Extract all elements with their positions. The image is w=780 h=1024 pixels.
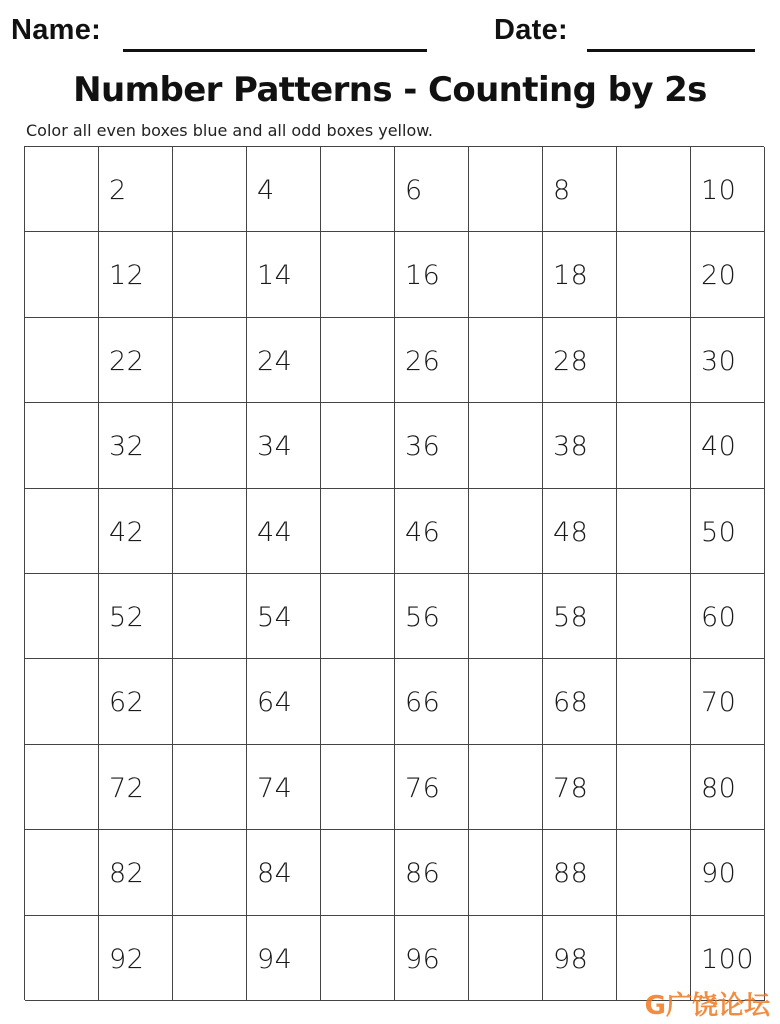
grid-cell[interactable]: 8 bbox=[543, 147, 617, 232]
grid-cell[interactable]: 74 bbox=[247, 745, 321, 830]
grid-cell[interactable]: 98 bbox=[543, 916, 617, 1001]
grid-cell[interactable] bbox=[25, 403, 99, 488]
grid-cell[interactable] bbox=[469, 318, 543, 403]
grid-cell[interactable]: 38 bbox=[543, 403, 617, 488]
grid-cell[interactable]: 28 bbox=[543, 318, 617, 403]
grid-cell[interactable]: 50 bbox=[691, 489, 765, 574]
grid-cell[interactable] bbox=[173, 147, 247, 232]
grid-cell[interactable]: 42 bbox=[99, 489, 173, 574]
grid-cell[interactable]: 78 bbox=[543, 745, 617, 830]
grid-cell[interactable] bbox=[321, 232, 395, 317]
grid-cell[interactable] bbox=[617, 403, 691, 488]
grid-cell[interactable]: 2 bbox=[99, 147, 173, 232]
grid-cell[interactable]: 54 bbox=[247, 574, 321, 659]
grid-cell[interactable]: 76 bbox=[395, 745, 469, 830]
grid-cell[interactable]: 6 bbox=[395, 147, 469, 232]
watermark-logo: G广饶论坛 bbox=[644, 991, 770, 1021]
grid-cell[interactable] bbox=[617, 830, 691, 915]
grid-cell[interactable] bbox=[469, 147, 543, 232]
grid-cell[interactable] bbox=[173, 830, 247, 915]
grid-cell[interactable] bbox=[25, 574, 99, 659]
grid-cell[interactable] bbox=[25, 916, 99, 1001]
grid-cell[interactable] bbox=[25, 659, 99, 744]
grid-cell[interactable]: 84 bbox=[247, 830, 321, 915]
grid-cell[interactable] bbox=[617, 232, 691, 317]
grid-cell[interactable]: 96 bbox=[395, 916, 469, 1001]
grid-cell[interactable] bbox=[173, 489, 247, 574]
grid-cell[interactable]: 18 bbox=[543, 232, 617, 317]
grid-cell[interactable] bbox=[321, 659, 395, 744]
grid-cell[interactable] bbox=[173, 318, 247, 403]
grid-cell[interactable] bbox=[469, 489, 543, 574]
grid-cell[interactable]: 30 bbox=[691, 318, 765, 403]
grid-cell[interactable] bbox=[173, 574, 247, 659]
grid-cell[interactable]: 82 bbox=[99, 830, 173, 915]
grid-cell[interactable]: 4 bbox=[247, 147, 321, 232]
grid-cell[interactable] bbox=[25, 830, 99, 915]
grid-cell[interactable] bbox=[25, 147, 99, 232]
grid-cell[interactable] bbox=[173, 916, 247, 1001]
grid-cell[interactable]: 62 bbox=[99, 659, 173, 744]
grid-cell[interactable] bbox=[617, 318, 691, 403]
grid-cell[interactable]: 90 bbox=[691, 830, 765, 915]
grid-cell[interactable] bbox=[617, 574, 691, 659]
name-label: Name: bbox=[11, 14, 102, 46]
grid-cell[interactable]: 66 bbox=[395, 659, 469, 744]
grid-cell[interactable]: 60 bbox=[691, 574, 765, 659]
grid-cell[interactable] bbox=[173, 403, 247, 488]
grid-cell[interactable] bbox=[617, 489, 691, 574]
grid-cell[interactable] bbox=[25, 489, 99, 574]
grid-cell[interactable] bbox=[321, 489, 395, 574]
grid-cell[interactable] bbox=[321, 403, 395, 488]
grid-cell[interactable] bbox=[321, 318, 395, 403]
grid-cell[interactable] bbox=[321, 830, 395, 915]
grid-cell[interactable] bbox=[469, 232, 543, 317]
grid-cell[interactable] bbox=[617, 745, 691, 830]
date-label: Date: bbox=[494, 14, 569, 46]
grid-cell[interactable] bbox=[321, 916, 395, 1001]
grid-cell[interactable]: 100 bbox=[691, 916, 765, 1001]
grid-cell[interactable]: 36 bbox=[395, 403, 469, 488]
grid-cell[interactable] bbox=[173, 659, 247, 744]
grid-cell[interactable]: 94 bbox=[247, 916, 321, 1001]
grid-cell[interactable]: 52 bbox=[99, 574, 173, 659]
grid-cell[interactable] bbox=[173, 232, 247, 317]
grid-cell[interactable] bbox=[469, 830, 543, 915]
grid-cell[interactable]: 68 bbox=[543, 659, 617, 744]
grid-cell[interactable] bbox=[469, 745, 543, 830]
grid-cell[interactable] bbox=[25, 318, 99, 403]
grid-cell[interactable]: 56 bbox=[395, 574, 469, 659]
grid-cell[interactable]: 80 bbox=[691, 745, 765, 830]
grid-cell[interactable] bbox=[25, 745, 99, 830]
grid-cell[interactable]: 46 bbox=[395, 489, 469, 574]
grid-cell[interactable]: 10 bbox=[691, 147, 765, 232]
name-write-line bbox=[123, 49, 427, 52]
grid-cell[interactable]: 14 bbox=[247, 232, 321, 317]
grid-cell[interactable]: 72 bbox=[99, 745, 173, 830]
grid-cell[interactable] bbox=[321, 574, 395, 659]
grid-cell[interactable]: 92 bbox=[99, 916, 173, 1001]
grid-cell[interactable]: 26 bbox=[395, 318, 469, 403]
grid-cell[interactable]: 86 bbox=[395, 830, 469, 915]
grid-cell[interactable] bbox=[617, 659, 691, 744]
grid-cell[interactable] bbox=[321, 147, 395, 232]
grid-cell[interactable] bbox=[25, 232, 99, 317]
grid-cell[interactable]: 20 bbox=[691, 232, 765, 317]
grid-cell[interactable]: 32 bbox=[99, 403, 173, 488]
grid-cell[interactable] bbox=[469, 916, 543, 1001]
date-write-line bbox=[587, 49, 755, 52]
grid-cell[interactable]: 12 bbox=[99, 232, 173, 317]
grid-cell[interactable] bbox=[617, 147, 691, 232]
grid-cell[interactable] bbox=[469, 574, 543, 659]
grid-cell[interactable] bbox=[469, 659, 543, 744]
worksheet-title: Number Patterns - Counting by 2s bbox=[73, 70, 707, 110]
grid-cell[interactable]: 24 bbox=[247, 318, 321, 403]
grid-cell[interactable]: 34 bbox=[247, 403, 321, 488]
grid-cell[interactable] bbox=[469, 403, 543, 488]
grid-cell[interactable] bbox=[321, 745, 395, 830]
grid-cell[interactable]: 48 bbox=[543, 489, 617, 574]
instructions-text: Color all even boxes blue and all odd boxes yellow. bbox=[26, 121, 433, 140]
grid-cell[interactable]: 64 bbox=[247, 659, 321, 744]
header-row bbox=[0, 14, 780, 54]
grid-cell[interactable]: 88 bbox=[543, 830, 617, 915]
grid-cell[interactable]: 58 bbox=[543, 574, 617, 659]
grid-cell[interactable] bbox=[173, 745, 247, 830]
grid-cell[interactable]: 16 bbox=[395, 232, 469, 317]
number-grid bbox=[24, 146, 764, 1000]
grid-cell[interactable]: 70 bbox=[691, 659, 765, 744]
grid-cell[interactable]: 44 bbox=[247, 489, 321, 574]
grid-cell[interactable]: 40 bbox=[691, 403, 765, 488]
grid-cell[interactable]: 22 bbox=[99, 318, 173, 403]
